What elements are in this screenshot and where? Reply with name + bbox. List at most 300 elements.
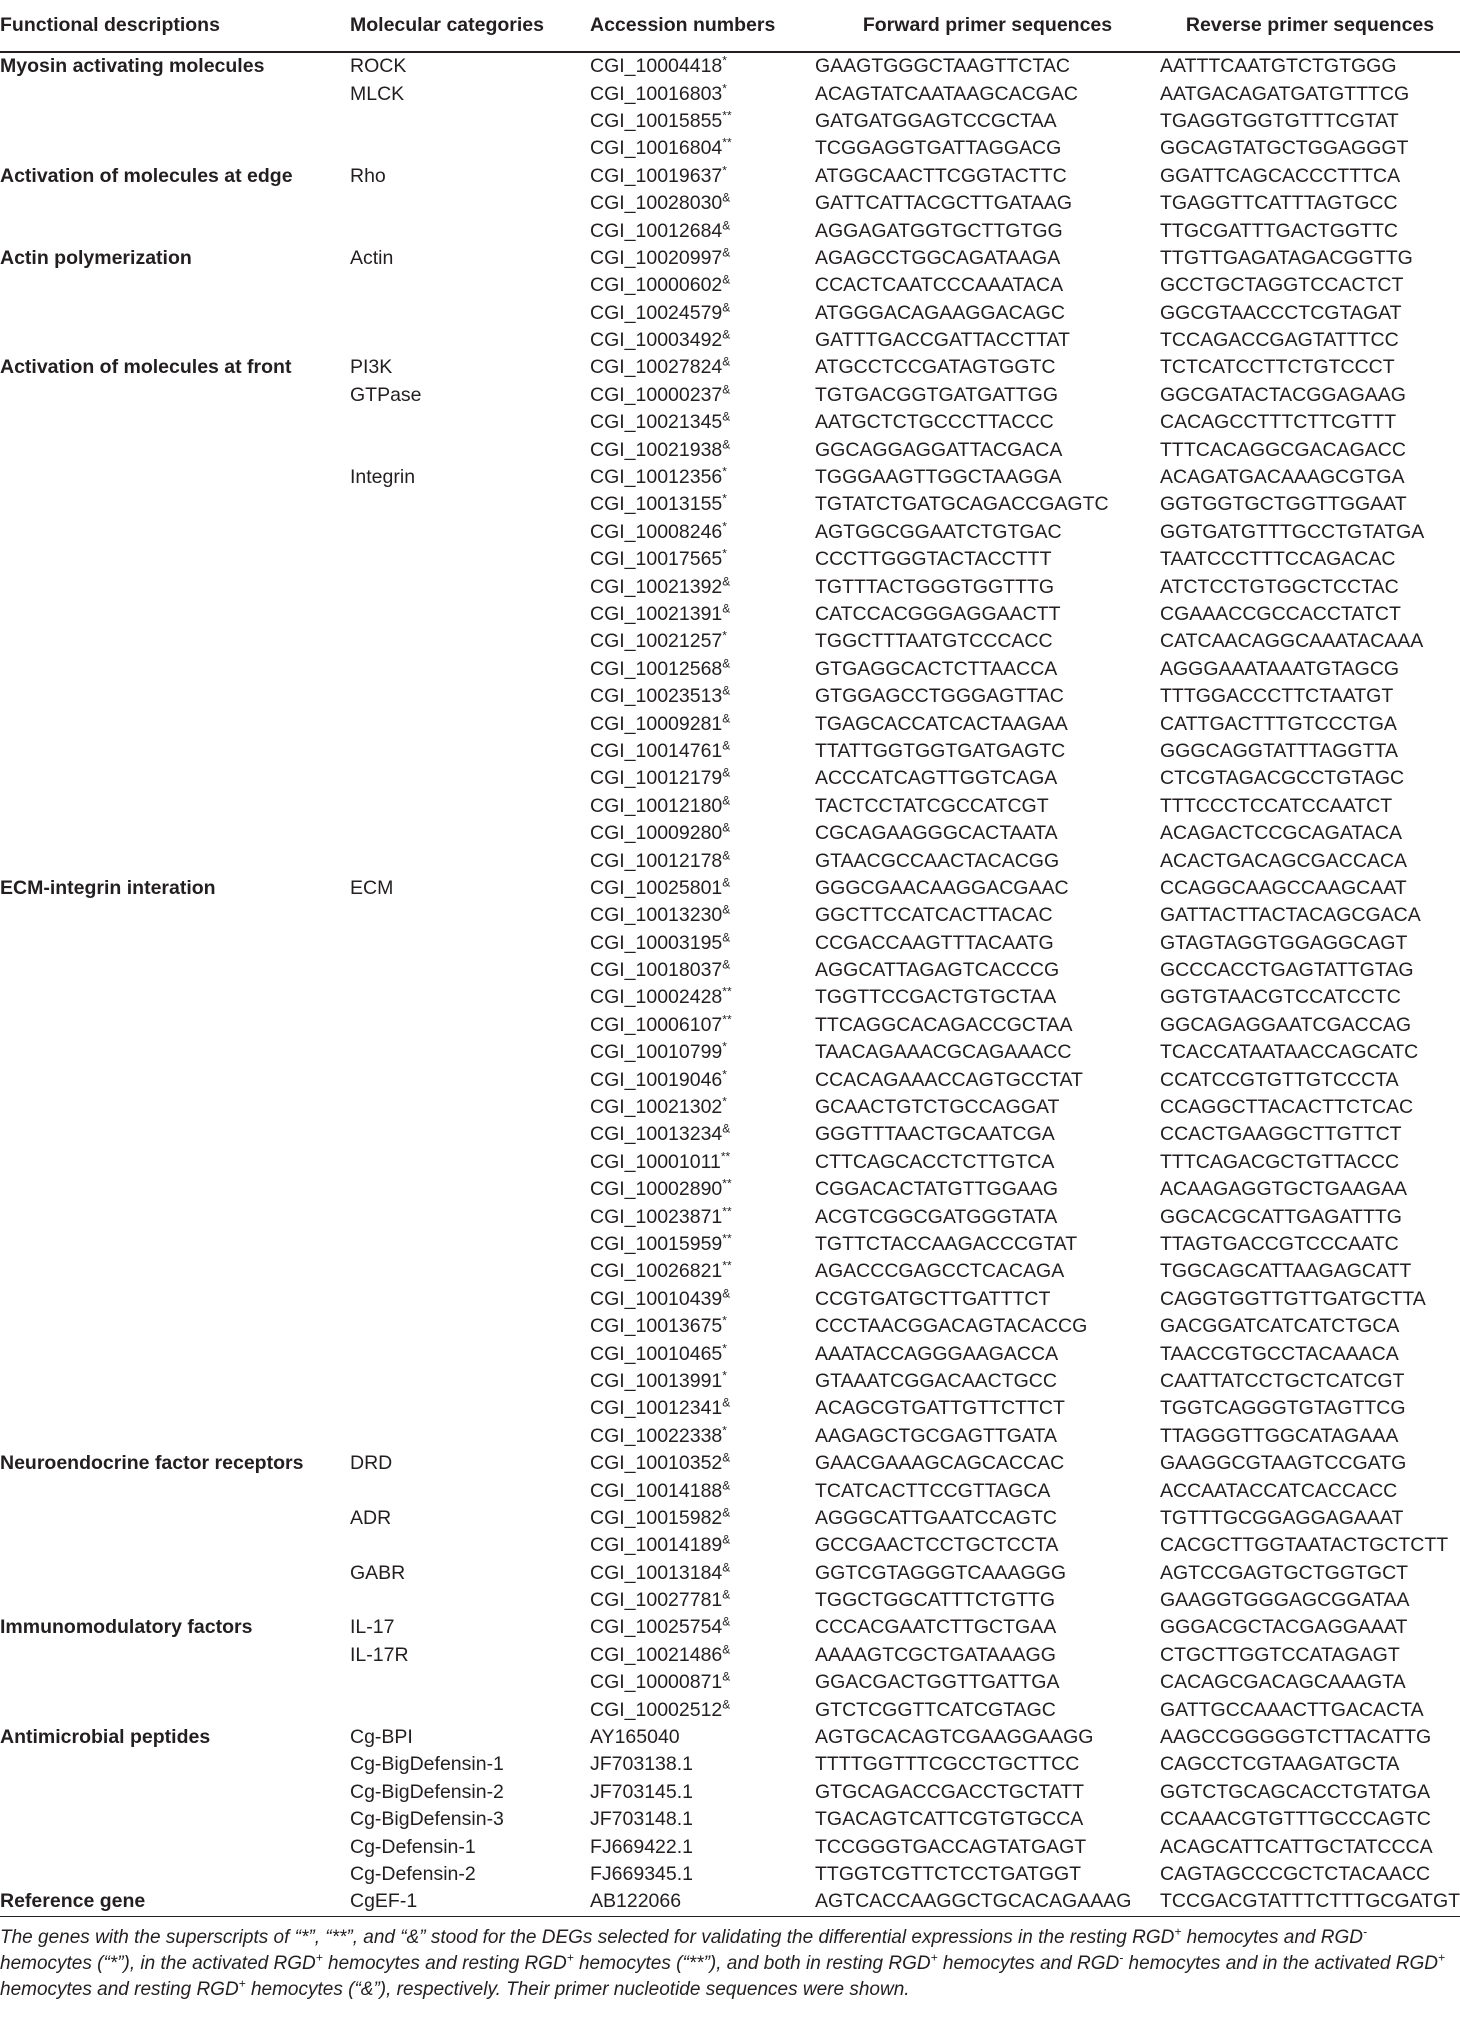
cell-accession-number bbox=[590, 1395, 815, 1422]
cell-accession-number-text: CGI_10016803 bbox=[590, 82, 723, 105]
cell-forward-primer bbox=[815, 1477, 1160, 1504]
cell-reverse-primer-text: GGCAGAGGAATCGACCAG bbox=[1160, 1013, 1412, 1036]
cell-accession-number bbox=[590, 710, 815, 737]
cell-reverse-primer bbox=[1160, 628, 1460, 655]
table-row bbox=[0, 1066, 1460, 1093]
cell-functional-description bbox=[0, 1286, 350, 1313]
cell-functional-description bbox=[0, 710, 350, 737]
cell-forward-primer-text: CCACTCAATCCCAAATACA bbox=[815, 274, 1064, 297]
cell-reverse-primer bbox=[1160, 1587, 1460, 1614]
superscript-minus: - bbox=[1362, 1924, 1367, 1939]
cell-molecular-category bbox=[350, 1779, 590, 1806]
cell-reverse-primer-text: GAAGGTGGGAGCGGATAA bbox=[1160, 1589, 1410, 1612]
cell-accession-number bbox=[590, 354, 815, 381]
cell-forward-primer bbox=[815, 80, 1160, 107]
accession-superscript: & bbox=[722, 1642, 731, 1657]
cell-accession-number bbox=[590, 327, 815, 354]
cell-reverse-primer-text: TAACCGTGCCTACAAACA bbox=[1160, 1342, 1399, 1365]
cell-molecular-category-text: ROCK bbox=[350, 55, 407, 78]
cell-reverse-primer bbox=[1160, 1066, 1460, 1093]
cell-molecular-category bbox=[350, 1203, 590, 1230]
cell-accession-number-text: CGI_10004418 bbox=[590, 55, 723, 78]
cell-functional-description bbox=[0, 272, 350, 299]
cell-forward-primer bbox=[815, 1669, 1160, 1696]
table-row bbox=[0, 710, 1460, 737]
cell-reverse-primer-text: AGTCCGAGTGCTGGTGCT bbox=[1160, 1561, 1409, 1584]
cell-forward-primer bbox=[815, 1340, 1160, 1367]
cell-functional-description bbox=[0, 464, 350, 491]
cell-accession-number-text: CGI_10012179 bbox=[590, 767, 723, 790]
table-row bbox=[0, 875, 1460, 902]
cell-molecular-category bbox=[350, 656, 590, 683]
cell-accession-number bbox=[590, 1642, 815, 1669]
cell-accession-number-text: CGI_10021938 bbox=[590, 438, 723, 461]
cell-reverse-primer bbox=[1160, 683, 1460, 710]
cell-reverse-primer bbox=[1160, 382, 1460, 409]
cell-accession-number bbox=[590, 847, 815, 874]
cell-accession-number-text: CGI_10020997 bbox=[590, 246, 723, 269]
cell-accession-number-text: CGI_10021257 bbox=[590, 630, 723, 653]
cell-functional-description bbox=[0, 1505, 350, 1532]
accession-superscript: * bbox=[722, 1067, 727, 1082]
cell-molecular-category bbox=[350, 1094, 590, 1121]
cell-molecular-category bbox=[350, 1039, 590, 1066]
cell-molecular-category-text: Cg-BigDefensin-3 bbox=[350, 1808, 504, 1831]
accession-superscript: * bbox=[722, 1341, 727, 1356]
cell-accession-number-text: CGI_10010352 bbox=[590, 1452, 723, 1475]
cell-functional-description-text: ECM-integrin interation bbox=[0, 876, 216, 899]
cell-reverse-primer bbox=[1160, 957, 1460, 984]
cell-functional-description bbox=[0, 1833, 350, 1860]
cell-accession-number bbox=[590, 190, 815, 217]
table-row bbox=[0, 820, 1460, 847]
cell-forward-primer bbox=[815, 1203, 1160, 1230]
cell-forward-primer-text: CGGACACTATGTTGGAAG bbox=[815, 1178, 1059, 1201]
cell-forward-primer-text: GTGCAGACCGACCTGCTATT bbox=[815, 1780, 1085, 1803]
cell-accession-number-text: CGI_10021345 bbox=[590, 411, 723, 434]
table-row bbox=[0, 1340, 1460, 1367]
cell-accession-number-text: CGI_10002428 bbox=[590, 986, 723, 1009]
cell-forward-primer bbox=[815, 573, 1160, 600]
cell-forward-primer-text: GTAACGCCAACTACACGG bbox=[815, 849, 1060, 872]
cell-functional-description bbox=[0, 327, 350, 354]
accession-superscript: ** bbox=[722, 108, 732, 123]
cell-forward-primer bbox=[815, 1751, 1160, 1778]
cell-accession-number-text: CGI_10000871 bbox=[590, 1671, 723, 1694]
cell-reverse-primer bbox=[1160, 354, 1460, 381]
cell-accession-number bbox=[590, 1532, 815, 1559]
cell-molecular-category bbox=[350, 135, 590, 162]
superscript-plus: + bbox=[1174, 1924, 1182, 1939]
table-row bbox=[0, 436, 1460, 463]
cell-molecular-category bbox=[350, 464, 590, 491]
accession-superscript: & bbox=[722, 1286, 731, 1301]
cell-forward-primer-text: TGGTTCCGACTGTGCTAA bbox=[815, 986, 1057, 1009]
cell-accession-number bbox=[590, 491, 815, 518]
cell-functional-description bbox=[0, 190, 350, 217]
cell-forward-primer bbox=[815, 1532, 1160, 1559]
cell-functional-description bbox=[0, 1176, 350, 1203]
accession-superscript: & bbox=[722, 902, 731, 917]
cell-functional-description bbox=[0, 52, 350, 80]
table-row bbox=[0, 1614, 1460, 1641]
cell-forward-primer-text: TGTGACGGTGATGATTGG bbox=[815, 383, 1059, 406]
cell-reverse-primer bbox=[1160, 1231, 1460, 1258]
cell-molecular-category bbox=[350, 80, 590, 107]
cell-reverse-primer-text: ACACTGACAGCGACCACA bbox=[1160, 849, 1408, 872]
cell-functional-description-text: Activation of molecules at edge bbox=[0, 164, 293, 187]
cell-molecular-category bbox=[350, 930, 590, 957]
cell-reverse-primer-text: CAGGTGGTTGTTGATGCTTA bbox=[1160, 1287, 1426, 1310]
cell-molecular-category bbox=[350, 1066, 590, 1093]
cell-molecular-category bbox=[350, 1532, 590, 1559]
superscript-plus: + bbox=[238, 1976, 246, 1991]
cell-reverse-primer bbox=[1160, 1450, 1460, 1477]
cell-accession-number-text: CGI_10019637 bbox=[590, 164, 723, 187]
accession-superscript: * bbox=[722, 628, 727, 643]
cell-molecular-category-text: Cg-BPI bbox=[350, 1726, 413, 1749]
cell-functional-description bbox=[0, 875, 350, 902]
cell-functional-description bbox=[0, 1395, 350, 1422]
table-row bbox=[0, 300, 1460, 327]
cell-forward-primer-text: CCCACGAATCTTGCTGAA bbox=[815, 1616, 1057, 1639]
cell-reverse-primer bbox=[1160, 1833, 1460, 1860]
cell-forward-primer-text: GGCAGGAGGATTACGACA bbox=[815, 438, 1063, 461]
footnote-text: hemocytes and resting RGD bbox=[322, 1952, 567, 1974]
table-row bbox=[0, 984, 1460, 1011]
cell-molecular-category bbox=[350, 1368, 590, 1395]
cell-reverse-primer-text: GGCAGTATGCTGGAGGGT bbox=[1160, 137, 1409, 160]
cell-accession-number-text: CGI_10000237 bbox=[590, 383, 723, 406]
cell-accession-number-text: CGI_10006107 bbox=[590, 1013, 723, 1036]
cell-molecular-category bbox=[350, 1258, 590, 1285]
cell-accession-number-text: CGI_10028030 bbox=[590, 192, 723, 215]
cell-reverse-primer-text: ACAGACTCCGCAGATACA bbox=[1160, 822, 1402, 845]
cell-accession-number-text: CGI_10017565 bbox=[590, 548, 723, 571]
accession-superscript: & bbox=[722, 218, 731, 233]
cell-functional-description bbox=[0, 984, 350, 1011]
cell-molecular-category-text: Cg-Defensin-1 bbox=[350, 1835, 476, 1858]
cell-functional-description-text: Antimicrobial peptides bbox=[0, 1726, 211, 1749]
superscript-plus: + bbox=[1438, 1950, 1446, 1965]
cell-forward-primer-text: TAACAGAAACGCAGAAACC bbox=[815, 1041, 1072, 1064]
cell-forward-primer bbox=[815, 710, 1160, 737]
cell-reverse-primer bbox=[1160, 52, 1460, 80]
cell-forward-primer-text: TGTTCTACCAAGACCCGTAT bbox=[815, 1232, 1078, 1255]
cell-reverse-primer bbox=[1160, 1313, 1460, 1340]
accession-superscript: & bbox=[722, 738, 731, 753]
cell-reverse-primer-text: CGAAACCGCCACCTATCT bbox=[1160, 603, 1401, 625]
cell-reverse-primer-text: ACAGATGACAAAGCGTGA bbox=[1160, 466, 1405, 489]
cell-accession-number bbox=[590, 1751, 815, 1778]
cell-reverse-primer-text: TTTCAGACGCTGTTACCC bbox=[1160, 1150, 1400, 1173]
cell-functional-description bbox=[0, 765, 350, 792]
cell-accession-number-text: CGI_10014188 bbox=[590, 1479, 723, 1502]
cell-functional-description-text: Immunomodulatory factors bbox=[0, 1616, 253, 1639]
cell-forward-primer bbox=[815, 793, 1160, 820]
cell-accession-number bbox=[590, 1806, 815, 1833]
cell-reverse-primer-text: CCAGGCAAGCCAAGCAAT bbox=[1160, 876, 1407, 899]
cell-accession-number bbox=[590, 902, 815, 929]
accession-superscript: & bbox=[722, 656, 731, 671]
cell-reverse-primer-text: TTAGGGTTGGCATAGAAA bbox=[1160, 1424, 1399, 1447]
table-row bbox=[0, 1806, 1460, 1833]
cell-reverse-primer-text: TAATCCCTTTCCAGACAC bbox=[1160, 548, 1396, 571]
cell-accession-number-text: AB122066 bbox=[590, 1890, 682, 1913]
cell-reverse-primer-text: CATTGACTTTGTCCCTGA bbox=[1160, 712, 1397, 735]
accession-superscript: * bbox=[722, 546, 727, 561]
cell-reverse-primer bbox=[1160, 163, 1460, 190]
cell-reverse-primer bbox=[1160, 1258, 1460, 1285]
footnote-text: hemocytes (“**”), and both in resting RGD bbox=[573, 1952, 931, 1974]
cell-molecular-category bbox=[350, 1231, 590, 1258]
cell-accession-number-text: CGI_10025801 bbox=[590, 876, 723, 899]
cell-reverse-primer bbox=[1160, 327, 1460, 354]
cell-forward-primer bbox=[815, 765, 1160, 792]
cell-reverse-primer bbox=[1160, 1121, 1460, 1148]
cell-reverse-primer-text: CCACTGAAGGCTTGTTCT bbox=[1160, 1123, 1402, 1146]
cell-reverse-primer-text: ATCTCCTGTGGCTCCTAC bbox=[1160, 575, 1399, 598]
table-body bbox=[0, 52, 1460, 1916]
table-row bbox=[0, 1149, 1460, 1176]
header-forward-primer: Forward primer sequences bbox=[815, 0, 1160, 52]
cell-reverse-primer-text: TGAGGTTCATTTAGTGCC bbox=[1160, 192, 1398, 215]
cell-reverse-primer bbox=[1160, 491, 1460, 518]
table-row bbox=[0, 52, 1460, 80]
cell-reverse-primer bbox=[1160, 765, 1460, 792]
cell-molecular-category-text: DRD bbox=[350, 1452, 393, 1475]
accession-superscript: & bbox=[722, 1532, 731, 1547]
cell-accession-number bbox=[590, 464, 815, 491]
accession-superscript: & bbox=[722, 327, 731, 342]
cell-forward-primer bbox=[815, 1286, 1160, 1313]
cell-forward-primer-text: GATGATGGAGTCCGCTAA bbox=[815, 109, 1057, 132]
table-row bbox=[0, 80, 1460, 107]
cell-forward-primer-text: GGTCGTAGGGTCAAAGGG bbox=[815, 1561, 1066, 1584]
cell-reverse-primer-text: CAGCCTCGTAAGATGCTA bbox=[1160, 1753, 1400, 1776]
cell-forward-primer-text: CCACAGAAACCAGTGCCTAT bbox=[815, 1068, 1083, 1091]
cell-reverse-primer bbox=[1160, 1203, 1460, 1230]
cell-molecular-category bbox=[350, 1696, 590, 1723]
cell-molecular-category bbox=[350, 519, 590, 546]
accession-superscript: & bbox=[722, 574, 731, 589]
cell-accession-number bbox=[590, 1669, 815, 1696]
cell-forward-primer-text: GCAACTGTCTGCCAGGAT bbox=[815, 1096, 1060, 1119]
cell-forward-primer bbox=[815, 656, 1160, 683]
cell-functional-description bbox=[0, 601, 350, 628]
cell-molecular-category bbox=[350, 409, 590, 436]
cell-forward-primer-text: CCGACCAAGTTTACAATG bbox=[815, 931, 1054, 954]
cell-accession-number-text: JF703138.1 bbox=[590, 1753, 693, 1776]
cell-forward-primer bbox=[815, 272, 1160, 299]
accession-superscript: & bbox=[722, 1395, 731, 1410]
cell-functional-description bbox=[0, 108, 350, 135]
cell-forward-primer-text: GTGAGGCACTCTTAACCA bbox=[815, 657, 1058, 680]
cell-forward-primer bbox=[815, 1423, 1160, 1450]
cell-accession-number bbox=[590, 436, 815, 463]
cell-molecular-category bbox=[350, 272, 590, 299]
table-row bbox=[0, 1587, 1460, 1614]
cell-reverse-primer bbox=[1160, 245, 1460, 272]
accession-superscript: ** bbox=[722, 1176, 732, 1191]
cell-molecular-category bbox=[350, 628, 590, 655]
cell-accession-number-text: CGI_10013675 bbox=[590, 1315, 723, 1338]
cell-molecular-category bbox=[350, 190, 590, 217]
cell-forward-primer-text: AGGGCATTGAATCCAGTC bbox=[815, 1506, 1057, 1529]
cell-forward-primer bbox=[815, 546, 1160, 573]
cell-accession-number bbox=[590, 300, 815, 327]
cell-reverse-primer bbox=[1160, 1669, 1460, 1696]
cell-molecular-category bbox=[350, 1313, 590, 1340]
cell-reverse-primer bbox=[1160, 464, 1460, 491]
cell-accession-number-text: CGI_10003492 bbox=[590, 329, 723, 352]
cell-reverse-primer bbox=[1160, 546, 1460, 573]
cell-functional-description bbox=[0, 738, 350, 765]
cell-accession-number bbox=[590, 1313, 815, 1340]
cell-functional-description-text: Reference gene bbox=[0, 1890, 146, 1913]
table-row bbox=[0, 1423, 1460, 1450]
cell-forward-primer bbox=[815, 190, 1160, 217]
cell-forward-primer bbox=[815, 847, 1160, 874]
cell-molecular-category-text: GTPase bbox=[350, 383, 422, 406]
cell-accession-number-text: CGI_10013155 bbox=[590, 493, 723, 516]
cell-forward-primer-text: AATGCTCTGCCCTTACCC bbox=[815, 411, 1054, 434]
accession-superscript: ** bbox=[722, 1012, 732, 1027]
table-row bbox=[0, 464, 1460, 491]
cell-forward-primer bbox=[815, 409, 1160, 436]
cell-reverse-primer bbox=[1160, 820, 1460, 847]
cell-functional-description bbox=[0, 491, 350, 518]
cell-reverse-primer-text: TTGCGATTTGACTGGTTC bbox=[1160, 219, 1398, 242]
accession-superscript: ** bbox=[722, 1231, 732, 1246]
cell-molecular-category-text: ADR bbox=[350, 1506, 392, 1529]
cell-molecular-category bbox=[350, 1286, 590, 1313]
cell-reverse-primer-text: GCCTGCTAGGTCCACTCT bbox=[1160, 274, 1404, 297]
cell-molecular-category bbox=[350, 957, 590, 984]
accession-superscript: & bbox=[722, 1587, 731, 1602]
accession-superscript: & bbox=[722, 382, 731, 397]
cell-reverse-primer-text: AGGGAAATAAATGTAGCG bbox=[1160, 657, 1400, 680]
cell-reverse-primer bbox=[1160, 1861, 1460, 1888]
cell-functional-description bbox=[0, 1039, 350, 1066]
cell-reverse-primer bbox=[1160, 1477, 1460, 1504]
cell-accession-number bbox=[590, 1779, 815, 1806]
table-row bbox=[0, 519, 1460, 546]
cell-accession-number bbox=[590, 1094, 815, 1121]
table-row bbox=[0, 1833, 1460, 1860]
footnote-text: hemocytes and RGD bbox=[937, 1952, 1120, 1974]
cell-accession-number-text: CGI_10021391 bbox=[590, 603, 723, 625]
cell-functional-description bbox=[0, 1012, 350, 1039]
table-footnote bbox=[0, 1917, 1456, 2003]
cell-molecular-category bbox=[350, 683, 590, 710]
cell-reverse-primer bbox=[1160, 1505, 1460, 1532]
table-row bbox=[0, 546, 1460, 573]
cell-reverse-primer bbox=[1160, 710, 1460, 737]
cell-accession-number-text: CGI_10015855 bbox=[590, 109, 723, 132]
table-row bbox=[0, 628, 1460, 655]
cell-accession-number bbox=[590, 1368, 815, 1395]
cell-forward-primer-text: AAAAGTCGCTGATAAAGG bbox=[815, 1643, 1056, 1666]
table-row bbox=[0, 1861, 1460, 1888]
cell-accession-number-text: CGI_10016804 bbox=[590, 137, 723, 160]
cell-reverse-primer-text: GGTGATGTTTGCCTGTATGA bbox=[1160, 520, 1425, 543]
cell-functional-description bbox=[0, 573, 350, 600]
cell-reverse-primer-text: GACGGATCATCATCTGCA bbox=[1160, 1315, 1400, 1338]
cell-forward-primer bbox=[815, 601, 1160, 628]
cell-accession-number-text: FJ669345.1 bbox=[590, 1862, 693, 1885]
header-molecular-categories: Molecular categories bbox=[350, 0, 590, 52]
cell-reverse-primer bbox=[1160, 601, 1460, 628]
cell-reverse-primer bbox=[1160, 875, 1460, 902]
cell-molecular-category-text: Cg-Defensin-2 bbox=[350, 1862, 476, 1885]
cell-accession-number-text: CGI_10022338 bbox=[590, 1424, 723, 1447]
cell-forward-primer bbox=[815, 135, 1160, 162]
cell-reverse-primer-text: TTGTTGAGATAGACGGTTG bbox=[1160, 246, 1413, 269]
cell-forward-primer bbox=[815, 1313, 1160, 1340]
cell-forward-primer-text: AAATACCAGGGAAGACCA bbox=[815, 1342, 1059, 1365]
cell-forward-primer bbox=[815, 163, 1160, 190]
table-row bbox=[0, 957, 1460, 984]
cell-reverse-primer-text: TTTCCCTCCATCCAATCT bbox=[1160, 794, 1393, 817]
cell-accession-number bbox=[590, 1614, 815, 1641]
cell-molecular-category bbox=[350, 573, 590, 600]
cell-accession-number bbox=[590, 1176, 815, 1203]
cell-forward-primer bbox=[815, 1587, 1160, 1614]
cell-functional-description-text: Actin polymerization bbox=[0, 246, 192, 269]
cell-forward-primer bbox=[815, 327, 1160, 354]
cell-molecular-category bbox=[350, 793, 590, 820]
cell-forward-primer bbox=[815, 491, 1160, 518]
cell-forward-primer-text: GAAGTGGGCTAAGTTCTAC bbox=[815, 55, 1070, 78]
cell-accession-number bbox=[590, 409, 815, 436]
cell-accession-number bbox=[590, 1286, 815, 1313]
cell-accession-number bbox=[590, 1833, 815, 1860]
accession-superscript: * bbox=[722, 1423, 727, 1438]
cell-molecular-category-text: ECM bbox=[350, 876, 394, 899]
cell-accession-number-text: CGI_10023513 bbox=[590, 685, 723, 708]
cell-forward-primer-text: ACAGTATCAATAAGCACGAC bbox=[815, 82, 1078, 105]
cell-accession-number bbox=[590, 1149, 815, 1176]
cell-forward-primer-text: ATGGCAACTTCGGTACTTC bbox=[815, 164, 1067, 187]
superscript-plus: + bbox=[930, 1950, 938, 1965]
cell-reverse-primer-text: CCATCCGTGTTGTCCCTA bbox=[1160, 1068, 1399, 1091]
cell-functional-description-text: Neuroendocrine factor receptors bbox=[0, 1452, 304, 1475]
cell-accession-number bbox=[590, 1423, 815, 1450]
cell-accession-number bbox=[590, 984, 815, 1011]
table-row bbox=[0, 738, 1460, 765]
accession-superscript: & bbox=[722, 820, 731, 835]
cell-accession-number-text: CGI_10008246 bbox=[590, 520, 723, 543]
cell-reverse-primer-text: GGCACGCATTGAGATTTG bbox=[1160, 1205, 1402, 1228]
cell-reverse-primer-text: TCACCATAATAACCAGCATC bbox=[1160, 1041, 1419, 1064]
cell-molecular-category bbox=[350, 1669, 590, 1696]
cell-functional-description bbox=[0, 135, 350, 162]
cell-functional-description bbox=[0, 245, 350, 272]
cell-accession-number-text: CGI_10021392 bbox=[590, 575, 723, 598]
accession-superscript: & bbox=[722, 437, 731, 452]
cell-forward-primer-text: AGTGGCGGAATCTGTGAC bbox=[815, 520, 1062, 543]
cell-molecular-category-text: IL-17 bbox=[350, 1616, 395, 1639]
cell-reverse-primer-text: CATCAACAGGCAAATACAAA bbox=[1160, 630, 1424, 653]
accession-superscript: & bbox=[722, 1697, 731, 1712]
accession-superscript: ** bbox=[722, 984, 732, 999]
cell-reverse-primer-text: ACAGCATTCATTGCTATCCCA bbox=[1160, 1835, 1433, 1858]
cell-accession-number bbox=[590, 1696, 815, 1723]
cell-accession-number bbox=[590, 217, 815, 244]
cell-molecular-category bbox=[350, 1340, 590, 1367]
cell-reverse-primer bbox=[1160, 1779, 1460, 1806]
